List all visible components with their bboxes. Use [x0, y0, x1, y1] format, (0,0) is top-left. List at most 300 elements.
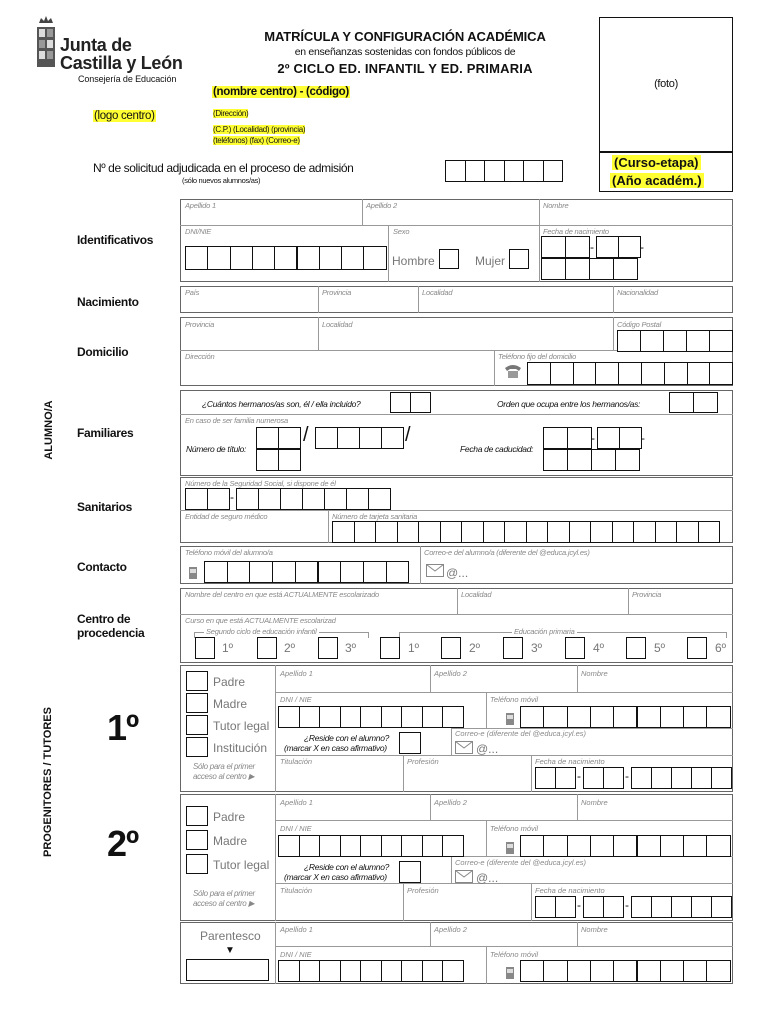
solicitud-cell[interactable]: [523, 160, 544, 182]
dash-separator: -: [641, 431, 645, 445]
tutor-1-number: 1º: [107, 707, 139, 748]
tutor-tel-cell[interactable]: [543, 835, 567, 857]
tutor-fecha-dia-cell[interactable]: [535, 896, 556, 918]
hombre-checkbox[interactable]: [439, 249, 459, 269]
dni-cell[interactable]: [185, 246, 208, 270]
tarjeta-cell[interactable]: [332, 521, 355, 543]
lbl-apellido1: Apellido 1: [185, 201, 216, 210]
tutor-tel-cell[interactable]: [683, 706, 707, 728]
cad-anio-cell[interactable]: [543, 449, 568, 471]
tarjeta-cell[interactable]: [676, 521, 699, 543]
tutor-tel-cell[interactable]: [567, 835, 591, 857]
tutor-dni-cell[interactable]: [360, 706, 382, 728]
dash-separator: -: [230, 490, 234, 504]
lbl-hombre: Hombre: [392, 254, 435, 268]
curso-primaria-checkbox[interactable]: [687, 637, 707, 659]
tel-movil-alumno-cell[interactable]: [340, 561, 364, 583]
dni-cell[interactable]: [363, 246, 386, 270]
lbl-arroba: @...: [476, 871, 499, 885]
tel-movil-alumno-cell[interactable]: [295, 561, 319, 583]
dash-separator: -: [625, 898, 629, 912]
centro-name: (nombre centro) - (código): [213, 86, 349, 98]
side-alumno: ALUMNO/A: [43, 400, 55, 460]
tutor3-tel-cell[interactable]: [660, 960, 684, 982]
tarjeta-cell[interactable]: [418, 521, 441, 543]
tutor3-tel-cell[interactable]: [520, 960, 544, 982]
section-sanitarios: Sanitarios: [77, 500, 133, 514]
lbl-direccion: Dirección: [185, 352, 215, 361]
tutor-tel-cell[interactable]: [683, 835, 707, 857]
tutor-fecha-anio-cell[interactable]: [711, 896, 732, 918]
tutor-tel-cell[interactable]: [567, 706, 591, 728]
curso-etapa-box: [599, 152, 733, 192]
lbl-apellido1: Apellido 1: [280, 925, 313, 934]
mobile-icon: [188, 566, 198, 584]
lbl-reside: ¿Reside con el alumno?: [304, 733, 390, 743]
lbl-reside-sub: (marcar X en caso afirmativo): [284, 872, 387, 882]
tel-fijo-cell[interactable]: [641, 362, 665, 385]
fecha-nac-anio-cell[interactable]: [541, 258, 566, 280]
lbl-dni: DNI / NIE: [280, 695, 312, 704]
lbl-tutor_legal: Tutor legal: [213, 719, 270, 733]
tutor-fecha-dia-cell[interactable]: [535, 767, 556, 789]
lbl-nombre-centro: Nombre del centro en que está ACTUALMENTE escolarizado: [185, 590, 380, 599]
dni-cell[interactable]: [297, 246, 320, 270]
tel-fijo-cell[interactable]: [595, 362, 619, 385]
tutor-fecha-anio-cell[interactable]: [711, 767, 732, 789]
dni-cell[interactable]: [319, 246, 342, 270]
lbl-hermanos: ¿Cuántos hermanos/as son, él / ella incluido?: [202, 399, 361, 409]
fecha-nac-anio-cell[interactable]: [565, 258, 590, 280]
mobile-icon: [505, 966, 515, 984]
codigo-postal-cell[interactable]: [709, 330, 733, 352]
ss-b-cell[interactable]: [368, 488, 391, 510]
tutor3-dni-cell[interactable]: [319, 960, 341, 982]
tarjeta-cell[interactable]: [354, 521, 377, 543]
tutor-dni-cell[interactable]: [401, 706, 423, 728]
fecha-nac-mes-cell[interactable]: [596, 236, 619, 258]
tutor3-dni-cell[interactable]: [381, 960, 403, 982]
lbl-tarjeta: Número de tarjeta sanitaria: [332, 512, 418, 521]
ss-b-cell[interactable]: [258, 488, 281, 510]
lbl-padre: Padre: [213, 810, 246, 824]
tutor-dni-cell[interactable]: [422, 706, 444, 728]
tutor-fecha-anio-cell[interactable]: [631, 896, 652, 918]
codigo-postal-cell[interactable]: [686, 330, 710, 352]
titulo-num-cell[interactable]: [359, 427, 382, 449]
curso-primaria-checkbox[interactable]: [626, 637, 646, 659]
logo-centro: (logo centro): [94, 110, 155, 122]
tarjeta-cell[interactable]: [547, 521, 570, 543]
tutor-tutor_legal-checkbox[interactable]: [186, 715, 208, 735]
logo-line2: Castilla y León: [60, 53, 183, 73]
orden-cell[interactable]: [693, 392, 718, 413]
tutor-tel-cell[interactable]: [660, 835, 684, 857]
lbl-provincia: Provincia: [322, 288, 352, 297]
curso-primaria-label: 5º: [654, 641, 666, 655]
tutor-dni-cell[interactable]: [422, 835, 444, 857]
tutor-tel-cell[interactable]: [660, 706, 684, 728]
tutor-fecha-anio-cell[interactable]: [651, 896, 672, 918]
tutor-tel-cell[interactable]: [520, 706, 544, 728]
tel-fijo-cell[interactable]: [573, 362, 597, 385]
lbl-centro-provincia: Provincia: [632, 590, 662, 599]
tutor-fecha-anio-cell[interactable]: [671, 767, 692, 789]
dash-separator: -: [577, 769, 581, 783]
tel-movil-alumno-cell[interactable]: [386, 561, 410, 583]
tel-fijo-cell[interactable]: [664, 362, 688, 385]
tutor3-tel-cell[interactable]: [637, 960, 661, 982]
fecha-nac-dia-cell[interactable]: [541, 236, 566, 258]
curso-infantil-checkbox[interactable]: [195, 637, 215, 659]
codigo-postal-cell[interactable]: [640, 330, 664, 352]
tarjeta-cell[interactable]: [655, 521, 678, 543]
tutor-padre-checkbox[interactable]: [186, 671, 208, 691]
centro-tel: (teléfonos) (fax) (Correo-e): [213, 136, 300, 145]
mobile-icon: [505, 712, 515, 730]
lbl-titulacion: Titulación: [280, 886, 313, 895]
tutor-fecha-anio-cell[interactable]: [691, 767, 712, 789]
fecha-nac-anio-cell[interactable]: [613, 258, 638, 280]
curso-primaria-checkbox[interactable]: [380, 637, 400, 659]
section-domicilio: Domicilio: [77, 345, 129, 359]
lbl-fecha-nacimiento: Fecha de nacimiento: [535, 886, 605, 895]
logo-line1: Junta de: [60, 35, 132, 55]
reside-checkbox[interactable]: [399, 732, 421, 754]
lbl-nombre: Nombre: [581, 798, 608, 807]
titulo-num-cell[interactable]: [315, 427, 338, 449]
form-title: MATRÍCULA Y CONFIGURACIÓN ACADÉMICA: [264, 29, 546, 44]
foto-label: (foto): [654, 78, 678, 90]
lbl-institucion: Institución: [213, 741, 268, 755]
tel-movil-alumno-cell[interactable]: [227, 561, 251, 583]
lbl-orden: Orden que ocupa entre los hermanos/as:: [497, 399, 641, 409]
section-centro-2: procedencia: [77, 626, 145, 640]
tutor-institucion-checkbox[interactable]: [186, 737, 208, 757]
ss-b-cell[interactable]: [346, 488, 369, 510]
tutor-madre-checkbox[interactable]: [186, 830, 208, 850]
mobile-icon: [505, 841, 515, 859]
cad-anio-cell[interactable]: [567, 449, 592, 471]
lbl-tutor_legal: Tutor legal: [213, 858, 270, 872]
lbl-correo: Correo-e (diferente del @educa.jcyl.es): [455, 729, 587, 738]
tutor-padre-checkbox[interactable]: [186, 806, 208, 826]
titulo-slash-1: /: [303, 424, 309, 446]
lbl-fecha-caducidad: Fecha de caducidad:: [460, 444, 534, 454]
cad-dia-cell[interactable]: [543, 427, 568, 449]
tarjeta-cell[interactable]: [526, 521, 549, 543]
lbl-fecha-nac: Fecha de nacimiento: [543, 227, 609, 236]
lbl-seg-social: Número de la Seguridad Social, si dispone de él: [185, 479, 336, 488]
hermanos-cell[interactable]: [390, 392, 411, 413]
mujer-checkbox[interactable]: [509, 249, 529, 269]
tutor3-dni-cell[interactable]: [299, 960, 321, 982]
ss-b-cell[interactable]: [280, 488, 303, 510]
curso-primaria-checkbox[interactable]: [441, 637, 461, 659]
curso-etapa: (Curso-etapa): [614, 155, 699, 170]
tel-fijo-cell[interactable]: [550, 362, 574, 385]
lbl-apellido2: Apellido 2: [366, 201, 397, 210]
tutor-fecha-mes-cell[interactable]: [603, 767, 624, 789]
tutor-dni-cell[interactable]: [278, 706, 300, 728]
tel-fijo-cell[interactable]: [709, 362, 733, 385]
tutor-tel-cell[interactable]: [543, 706, 567, 728]
tutor-dni-cell[interactable]: [299, 835, 321, 857]
solicitud-cell[interactable]: [465, 160, 486, 182]
curso-infantil-checkbox[interactable]: [257, 637, 277, 659]
lbl-apellido2: Apellido 2: [434, 669, 467, 678]
lbl-solo-primer: Sólo para el primer: [193, 762, 255, 771]
solicitud-cell[interactable]: [543, 160, 564, 182]
tarjeta-cell[interactable]: [461, 521, 484, 543]
tutor3-dni-cell[interactable]: [340, 960, 362, 982]
tutor-fecha-dia-cell[interactable]: [555, 767, 576, 789]
tutor-dni-cell[interactable]: [319, 835, 341, 857]
tutor3-tel-cell[interactable]: [683, 960, 707, 982]
titulo-slash-2: /: [405, 424, 411, 446]
lbl-tel-movil-alumno: Teléfono móvil del alumno/a: [185, 548, 273, 557]
lbl-segundo-ciclo: Segundo ciclo de educación infantil: [206, 627, 317, 636]
lbl-acceso: acceso al centro ▶: [193, 899, 255, 908]
tarjeta-cell[interactable]: [440, 521, 463, 543]
tutor-fecha-mes-cell[interactable]: [583, 896, 604, 918]
cad-mes-cell[interactable]: [619, 427, 642, 449]
solicitud-cell[interactable]: [504, 160, 525, 182]
side-progenitores: PROGENITORES / TUTORES: [42, 707, 54, 857]
tutor3-dni-cell[interactable]: [401, 960, 423, 982]
codigo-postal-cell[interactable]: [617, 330, 641, 352]
arroba-alumno: @...: [446, 566, 469, 580]
lbl-madre: Madre: [213, 834, 248, 848]
tutor-tel-cell[interactable]: [637, 706, 661, 728]
lbl-padre: Padre: [213, 675, 246, 689]
lbl-tel-movil: Teléfono móvil: [490, 824, 539, 833]
tel-fijo-cell[interactable]: [618, 362, 642, 385]
tutor-fecha-anio-cell[interactable]: [631, 767, 652, 789]
lbl-dni: DNI / NIE: [280, 950, 312, 959]
titulo-a-cell[interactable]: [256, 427, 279, 449]
orden-cell[interactable]: [669, 392, 694, 413]
lbl-sexo: Sexo: [393, 227, 410, 236]
section-nacimiento: Nacimiento: [77, 295, 139, 309]
cad-anio-cell[interactable]: [615, 449, 640, 471]
tutor-dni-cell[interactable]: [340, 706, 362, 728]
codigo-postal-cell[interactable]: [663, 330, 687, 352]
ss-a-cell[interactable]: [207, 488, 230, 510]
fecha-nac-mes-cell[interactable]: [618, 236, 641, 258]
dni-cell[interactable]: [252, 246, 275, 270]
tel-fijo-cell[interactable]: [687, 362, 711, 385]
tel-movil-alumno-cell[interactable]: [204, 561, 228, 583]
titulo-a-cell[interactable]: [278, 427, 301, 449]
dni-cell[interactable]: [341, 246, 364, 270]
tutor3-tel-cell[interactable]: [590, 960, 614, 982]
tarjeta-cell[interactable]: [483, 521, 506, 543]
lbl-localidad: Localidad: [422, 288, 453, 297]
centro-direccion: (Dirección): [213, 109, 249, 118]
tutor-dni-cell[interactable]: [442, 706, 464, 728]
tutor-tel-cell[interactable]: [590, 706, 614, 728]
tutor-fecha-anio-cell[interactable]: [671, 896, 692, 918]
dni-cell[interactable]: [274, 246, 297, 270]
titulo-num-cell[interactable]: [337, 427, 360, 449]
curso-primaria-checkbox[interactable]: [565, 637, 585, 659]
tutor-tel-cell[interactable]: [706, 835, 730, 857]
tarjeta-cell[interactable]: [397, 521, 420, 543]
lbl-num-titulo: Número de título:: [186, 444, 247, 454]
tutor3-tel-cell[interactable]: [543, 960, 567, 982]
tarjeta-cell[interactable]: [375, 521, 398, 543]
curso-primaria-label: 3º: [531, 641, 543, 655]
tutor3-tel-cell[interactable]: [706, 960, 730, 982]
lbl-correo: Correo-e (diferente del @educa.jcyl.es): [455, 858, 587, 867]
tutor3-dni-cell[interactable]: [442, 960, 464, 982]
titulo-num-cell[interactable]: [381, 427, 404, 449]
section-centro-1: Centro de: [77, 612, 131, 626]
hermanos-cell[interactable]: [410, 392, 431, 413]
tel-movil-alumno-cell[interactable]: [363, 561, 387, 583]
lbl-reside-sub: (marcar X en caso afirmativo): [284, 743, 387, 753]
ss-b-cell[interactable]: [236, 488, 259, 510]
solicitud-cell[interactable]: [484, 160, 505, 182]
dni-cell[interactable]: [207, 246, 230, 270]
tutor-dni-cell[interactable]: [340, 835, 362, 857]
section-familiares: Familiares: [77, 426, 134, 440]
parentesco-dropdown-icon[interactable]: ▼: [225, 945, 235, 956]
lbl-reside: ¿Reside con el alumno?: [304, 862, 390, 872]
lbl-fam-numerosa: En caso de ser familia numerosa: [185, 416, 289, 425]
tutor-dni-cell[interactable]: [299, 706, 321, 728]
lbl-entidad: Entidad de seguro médico: [185, 512, 268, 521]
curso-primaria-label: 4º: [593, 641, 605, 655]
lbl-dom-provincia: Provincia: [185, 320, 215, 329]
titulo-b-cell[interactable]: [256, 449, 279, 471]
tel-fijo-cell[interactable]: [527, 362, 551, 385]
lbl-codigo-postal: Código Postal: [617, 320, 662, 329]
tutor-tutor_legal-checkbox[interactable]: [186, 854, 208, 874]
tutor-dni-cell[interactable]: [278, 835, 300, 857]
lbl-dni: DNI / NIE: [280, 824, 312, 833]
tutor3-tel-cell[interactable]: [567, 960, 591, 982]
curso-infantil-label: 2º: [284, 641, 296, 655]
tutor-dni-cell[interactable]: [442, 835, 464, 857]
lbl-acceso: acceso al centro ▶: [193, 772, 255, 781]
cad-anio-cell[interactable]: [591, 449, 616, 471]
curso-primaria-label: 2º: [469, 641, 481, 655]
dni-cell[interactable]: [230, 246, 253, 270]
tel-movil-alumno-cell[interactable]: [249, 561, 273, 583]
cad-dia-cell[interactable]: [567, 427, 592, 449]
tel-movil-alumno-cell[interactable]: [272, 561, 296, 583]
tutor3-dni-cell[interactable]: [360, 960, 382, 982]
tutor-fecha-mes-cell[interactable]: [583, 767, 604, 789]
tutor-tel-cell[interactable]: [613, 835, 637, 857]
lbl-tel-movil: Teléfono móvil: [490, 950, 539, 959]
lbl-nombre: Nombre: [581, 669, 608, 678]
tutor-tel-cell[interactable]: [637, 835, 661, 857]
lbl-nombre: Nombre: [581, 925, 608, 934]
lbl-tel-fijo: Teléfono fijo del domicilio: [498, 352, 577, 361]
dash-separator: -: [577, 898, 581, 912]
tarjeta-cell[interactable]: [612, 521, 635, 543]
lbl-tel-movil: Teléfono móvil: [490, 695, 539, 704]
lbl-fecha-nacimiento: Fecha de nacimiento: [535, 757, 605, 766]
reside-checkbox[interactable]: [399, 861, 421, 883]
tutor3-tel-cell[interactable]: [613, 960, 637, 982]
curso-infantil-checkbox[interactable]: [318, 637, 338, 659]
tutor-madre-checkbox[interactable]: [186, 693, 208, 713]
mail-icon: [426, 564, 444, 582]
tarjeta-cell[interactable]: [569, 521, 592, 543]
tel-movil-alumno-cell[interactable]: [318, 561, 342, 583]
curso-primaria-label: 1º: [408, 641, 420, 655]
tarjeta-cell[interactable]: [590, 521, 613, 543]
tutor-fecha-dia-cell[interactable]: [555, 896, 576, 918]
tarjeta-cell[interactable]: [633, 521, 656, 543]
lbl-centro-localidad: Localidad: [461, 590, 492, 599]
ss-b-cell[interactable]: [324, 488, 347, 510]
lbl-apellido2: Apellido 2: [434, 798, 467, 807]
foto-box[interactable]: [599, 17, 733, 152]
tutor3-dni-cell[interactable]: [422, 960, 444, 982]
parentesco-select[interactable]: [186, 959, 269, 981]
lbl-correo-alumno: Correo-e del alumno/a (diferente del @educa.jcyl.es): [424, 548, 590, 557]
fecha-nac-anio-cell[interactable]: [589, 258, 614, 280]
fecha-nac-dia-cell[interactable]: [565, 236, 590, 258]
solicitud-sub: (sólo nuevos alumnos/as): [182, 176, 261, 185]
form-subtitle: en enseñanzas sostenidas con fondos públicos de: [294, 46, 516, 58]
tarjeta-cell[interactable]: [698, 521, 721, 543]
tutor3-dni-cell[interactable]: [278, 960, 300, 982]
lbl-pais: País: [185, 288, 200, 297]
lbl-mujer: Mujer: [475, 254, 506, 268]
tutor-tel-cell[interactable]: [590, 835, 614, 857]
solicitud-label: Nº de solicitud adjudicada en el proceso de admisión: [93, 161, 354, 175]
phone-icon: [504, 363, 522, 384]
lbl-arroba: @...: [476, 742, 499, 756]
tutor-tel-cell[interactable]: [613, 706, 637, 728]
titulo-b-cell[interactable]: [278, 449, 301, 471]
lbl-apellido1: Apellido 1: [280, 669, 313, 678]
tarjeta-cell[interactable]: [504, 521, 527, 543]
centro-cp: (C.P.) (Localidad) (provincia): [213, 125, 306, 134]
ss-a-cell[interactable]: [185, 488, 208, 510]
tutor-dni-cell[interactable]: [360, 835, 382, 857]
tutor-fecha-anio-cell[interactable]: [691, 896, 712, 918]
tutor-fecha-anio-cell[interactable]: [651, 767, 672, 789]
dash-separator: -: [591, 431, 595, 445]
dash-separator: -: [640, 240, 644, 254]
tutor-tel-cell[interactable]: [706, 706, 730, 728]
junta-logo: [36, 14, 56, 70]
solicitud-cell[interactable]: [445, 160, 466, 182]
tutor-fecha-mes-cell[interactable]: [603, 896, 624, 918]
tutor-dni-cell[interactable]: [319, 706, 341, 728]
tutor-dni-cell[interactable]: [381, 706, 403, 728]
dash-separator: -: [590, 240, 594, 254]
lbl-solo-primer: Sólo para el primer: [193, 889, 255, 898]
form-title-level: 2º CICLO ED. INFANTIL Y ED. PRIMARIA: [277, 61, 533, 76]
tutor-tel-cell[interactable]: [520, 835, 544, 857]
tutor-dni-cell[interactable]: [381, 835, 403, 857]
ss-b-cell[interactable]: [302, 488, 325, 510]
logo-line3: Consejería de Educación: [78, 74, 177, 84]
lbl-profesion: Profesión: [407, 886, 439, 895]
tutor-dni-cell[interactable]: [401, 835, 423, 857]
curso-primaria-checkbox[interactable]: [503, 637, 523, 659]
lbl-curso-actual: Curso en que está ACTUALMENTE escolarizad: [185, 616, 336, 625]
cad-mes-cell[interactable]: [597, 427, 620, 449]
